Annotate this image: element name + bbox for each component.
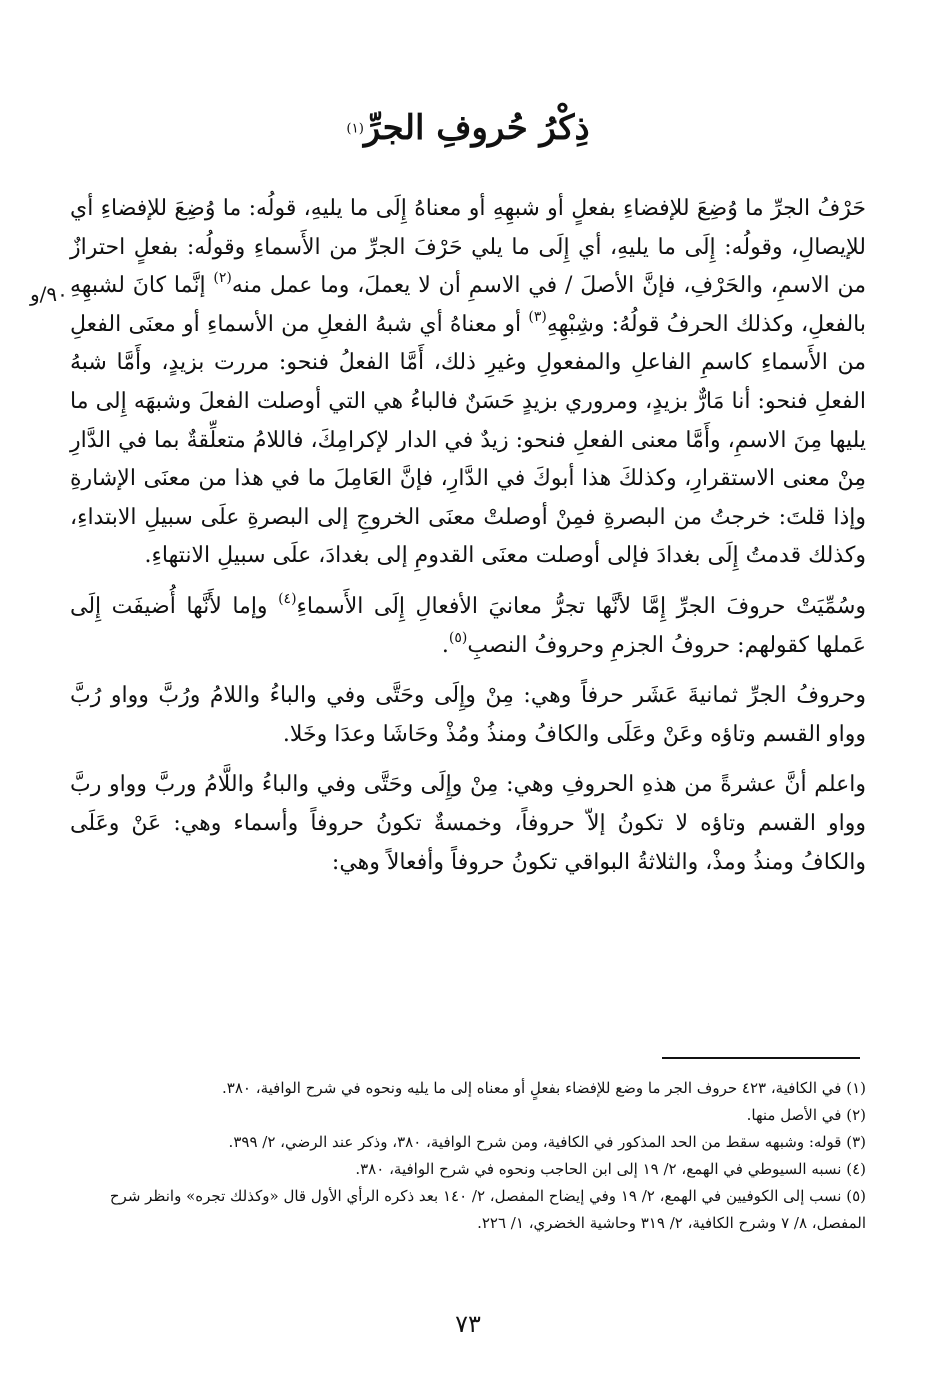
- page-number: ٧٣: [455, 1310, 481, 1338]
- chapter-title: ذِكْرُ حُروفِ الجرِّ: [363, 108, 590, 148]
- title-footnote-ref: (١): [346, 121, 364, 137]
- paragraph-2-text-c: .: [441, 632, 449, 658]
- paragraph-1: [70, 190, 866, 576]
- chapter-heading: [0, 108, 936, 148]
- paragraph-2-text-a: وسُمِّيَتْ حروفَ الجرِّ إِمَّا لأنَّها تجرُّ معانيَ الأفعالِ إِلَى الأَسماءِ: [296, 593, 867, 619]
- paragraph-3: وحروفُ الجرِّ ثمانيةَ عَشَر حرفاً وهي: مِنْ وإِلَى وحَتَّى وفي والباءُ واللامُ ورُبَّ وواو رُبَّ وواو القسم وتاؤه وعَنْ وعَلَى والكافُ ومنذُ ومُذْ وحَاشَا وعدَا وخَلا.: [70, 683, 866, 747]
- footnote-separator: [662, 1057, 860, 1059]
- paragraph-1-text-b: إنَّما كانَ لشبهِهِ بالفعلِ، وكذلك الحرفُ قولُهُ: وشِبْهِهِ: [70, 273, 866, 337]
- footnote-ref-5: (٥): [448, 629, 468, 646]
- footnote-ref-3: (٣): [528, 308, 547, 325]
- main-text: [70, 190, 866, 882]
- footnote-1: (١) في الكافية، ٤٢٣ حروف الجر ما وضع للإفضاء بفعلٍ أو معناه إلى ما يليه ونحوه في شرح الوافية، ٣٨٠.: [222, 1079, 866, 1097]
- paragraph-2: [70, 588, 866, 665]
- footnote-ref-4: (٤): [278, 590, 297, 607]
- paragraph-4: واعلم أنَّ عشرةً من هذهِ الحروفِ وهي: مِنْ وإِلَى وحَتَّى وفي والباءُ واللَّامُ وربَّ وواو ربَّ وواو القسم وتاؤه لا تكونُ إلاّ حروفاً، وخمسةٌ تكونُ حروفاً وأسماء وهي: عَنْ وعَلَى والكافُ ومنذُ ومذْ، والثلاثةُ البواقي تكونُ حروفاً وأفعالاً وهي:: [70, 772, 866, 875]
- footnote-4: (٤) نسبه السيوطي في الهمع، ٢/ ١٩ إلى ابن الحاجب ونحوه في شرح الوافية، ٣٨٠.: [355, 1160, 866, 1178]
- footnote-ref-2: (٢): [213, 270, 232, 287]
- footnote-3: (٣) قوله: وشبهه سقط من الحد المذكور في الكافية، ومن شرح الوافية، ٣٨٠، وذكر عند الرضي، ٢/ ٣٩٩.: [228, 1133, 866, 1151]
- footnotes: [70, 1075, 866, 1237]
- footnote-5: (٥) نسب إلى الكوفيين في الهمع، ٢/ ١٩ وفي إيضاح المفصل، ٢/ ١٤٠ بعد ذكره الرأي الأول قال «وكذلك تجره» وانظر شرح المفصل، ٨/ ٧ وشرح الكافية، ٢/ ٣١٩ وحاشية الخضري، ١/ ٢٢٦.: [109, 1187, 866, 1232]
- folio-margin-note: ٩٠/و: [30, 282, 68, 306]
- paragraph-1-text-a: حَرْفُ الجرِّ ما وُضِعَ للإفضاءِ بفعلٍ أو شبهِهِ أو معناهُ إِلَى ما يليهِ، قولُه: ما وُضِعَ للإفضاءِ أي للإيصالِ، وقولُه: إِلَى ما يليهِ، أي إِلَى ما يلي حَرْفَ الجرِّ من الأَسماءِ وقولُه: بفعلٍ احترازٌ من الاسمِ، والحَرْفِ، فإنَّ الأصلَ / في الاسمِ أن لا يعملَ، وما عمل منه: [70, 196, 867, 299]
- paragraph-1-text-c: أو معناهُ أي شبهُ الفعلِ من الأسماءِ أو معنَى الفعلِ من الأَسماءِ كاسمِ الفاعلِ والمفعولِ وغيرِ ذلك، أَمَّا الفعلُ فنحو: مررت بزيدٍ، وأَمَّا شبهُ الفعلِ فنحو: أنا مَارٌّ بزيدٍ، ومروري بزيدٍ حَسَنٌ فالباءُ هي التي أوصلت الفعلَ وشبهَه إِلى ما يليها مِنَ الاسمِ، وأَمَّا معنى الفعلِ فنحو: زيدٌ في الدار لإكرامِكَ، فاللامُ متعلِّقةٌ بما في الدَّارِ مِنْ معنى الاستقرارِ، وكذلكَ هذا أبوكَ في الدَّارِ، فإنَّ العَامِلَ ما في هذا من معنَى الإشارةِ وإذا قلتَ: خرجتُ من البصرةِ فمِنْ أوصلتْ معنَى الخروجِ إلى البصرةِ علَى سبيلِ الابتداءِ، وكذلك قدمتُ إِلَى بغدادَ فإلى أوصلت معنَى القدومِ إلى بغدادَ، علَى سبيلِ الانتهاءِ.: [70, 311, 866, 569]
- paragraph-2-text-b: وإما لأَنَّها أُضيفَت إِلَى عَملها كقولهم: حروفُ الجزمِ وحروفُ النصبِ: [70, 593, 866, 658]
- footnote-2: (٢) في الأصل منها.: [746, 1106, 866, 1124]
